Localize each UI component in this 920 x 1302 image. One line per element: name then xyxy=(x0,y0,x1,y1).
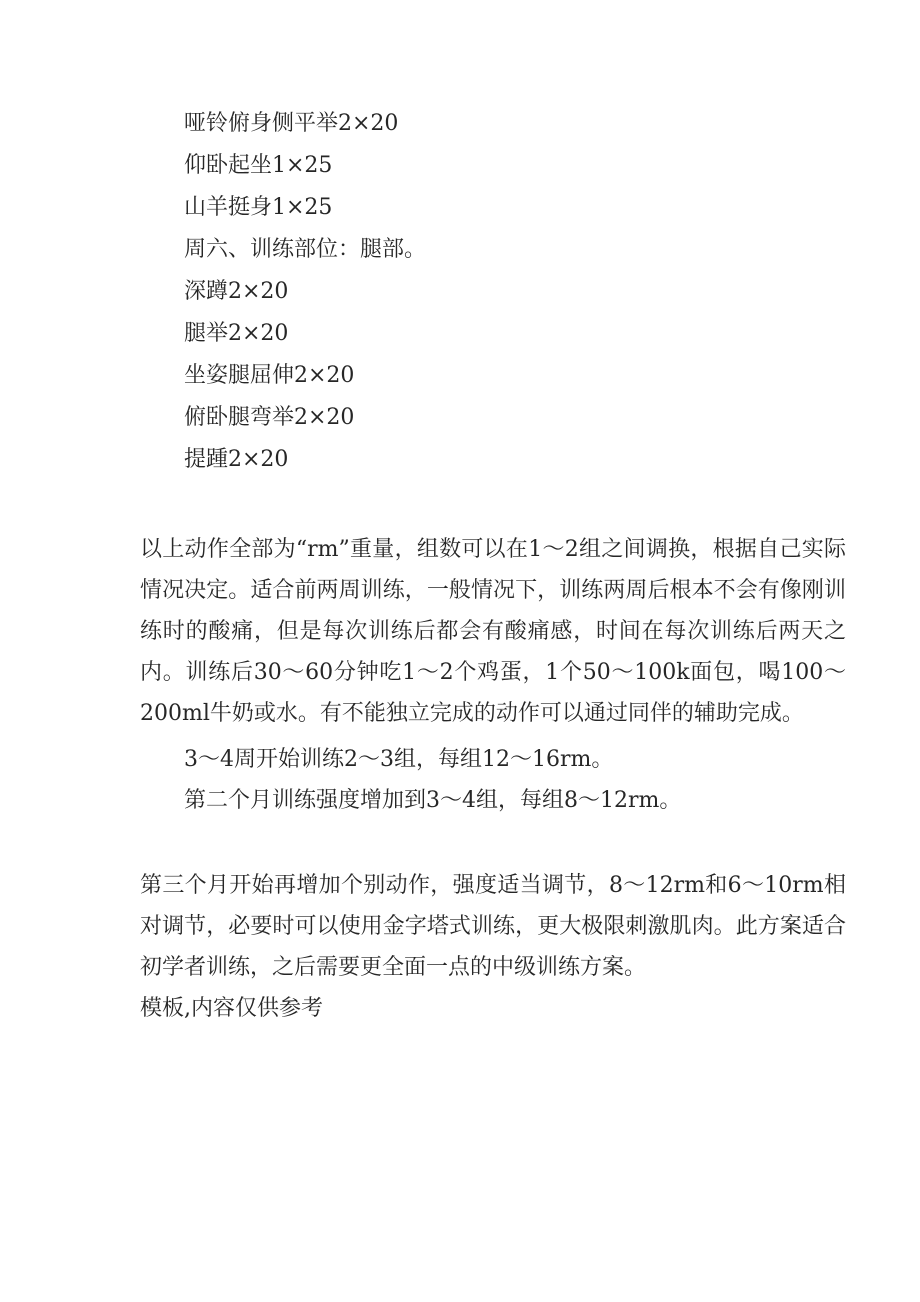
exercise-line-squat: 深蹲2×20 xyxy=(184,279,289,304)
progression-line-month2: 第二个月训练强度增加到3～4组，每组8～12rm。 xyxy=(184,788,682,813)
exercise-line-calf-raise: 提踵2×20 xyxy=(184,447,289,472)
exercise-line-situp: 仰卧起坐1×25 xyxy=(184,153,333,178)
exercise-line-lying-leg-curl: 俯卧腿弯举2×20 xyxy=(184,405,355,430)
exercise-line-saturday-legs-heading: 周六、训练部位：腿部。 xyxy=(184,237,427,262)
exercise-line-back-extension: 山羊挺身1×25 xyxy=(184,195,333,220)
exercise-line-seated-leg-extension: 坐姿腿屈伸2×20 xyxy=(184,363,355,388)
exercise-list xyxy=(140,103,846,481)
paragraph-month3-plan: 第三个月开始再增加个别动作，强度适当调节，8～12rm和6～10rm相对调节，必要时可以使用金字塔式训练，更大极限刺激肌肉。此方案适合初学者训练，之后需要更全面一点的中级训练方案。 xyxy=(140,873,846,980)
exercise-line-dumbbell-bent-raise: 哑铃俯身侧平举2×20 xyxy=(184,111,399,136)
document-content xyxy=(140,103,846,1029)
template-reference-note: 模板,内容仅供参考 xyxy=(140,996,323,1021)
progression-line-week3-4: 3～4周开始训练2～3组，每组12～16rm。 xyxy=(184,747,614,772)
exercise-line-leg-press: 腿举2×20 xyxy=(184,321,289,346)
progression-lines xyxy=(140,739,846,821)
paragraph-training-notes: 以上动作全部为“rm”重量，组数可以在1～2组之间调换，根据自己实际情况决定。适合前两周训练，一般情况下，训练两周后根本不会有像刚训练时的酸痛，但是每次训练后都会有酸痛感，时间在每次训练后两天之内。训练后30～60分钟吃1～2个鸡蛋，1个50～100k面包，喝100～200ml牛奶或水。有不能独立完成的动作可以通过同伴的辅助完成。 xyxy=(140,537,846,726)
